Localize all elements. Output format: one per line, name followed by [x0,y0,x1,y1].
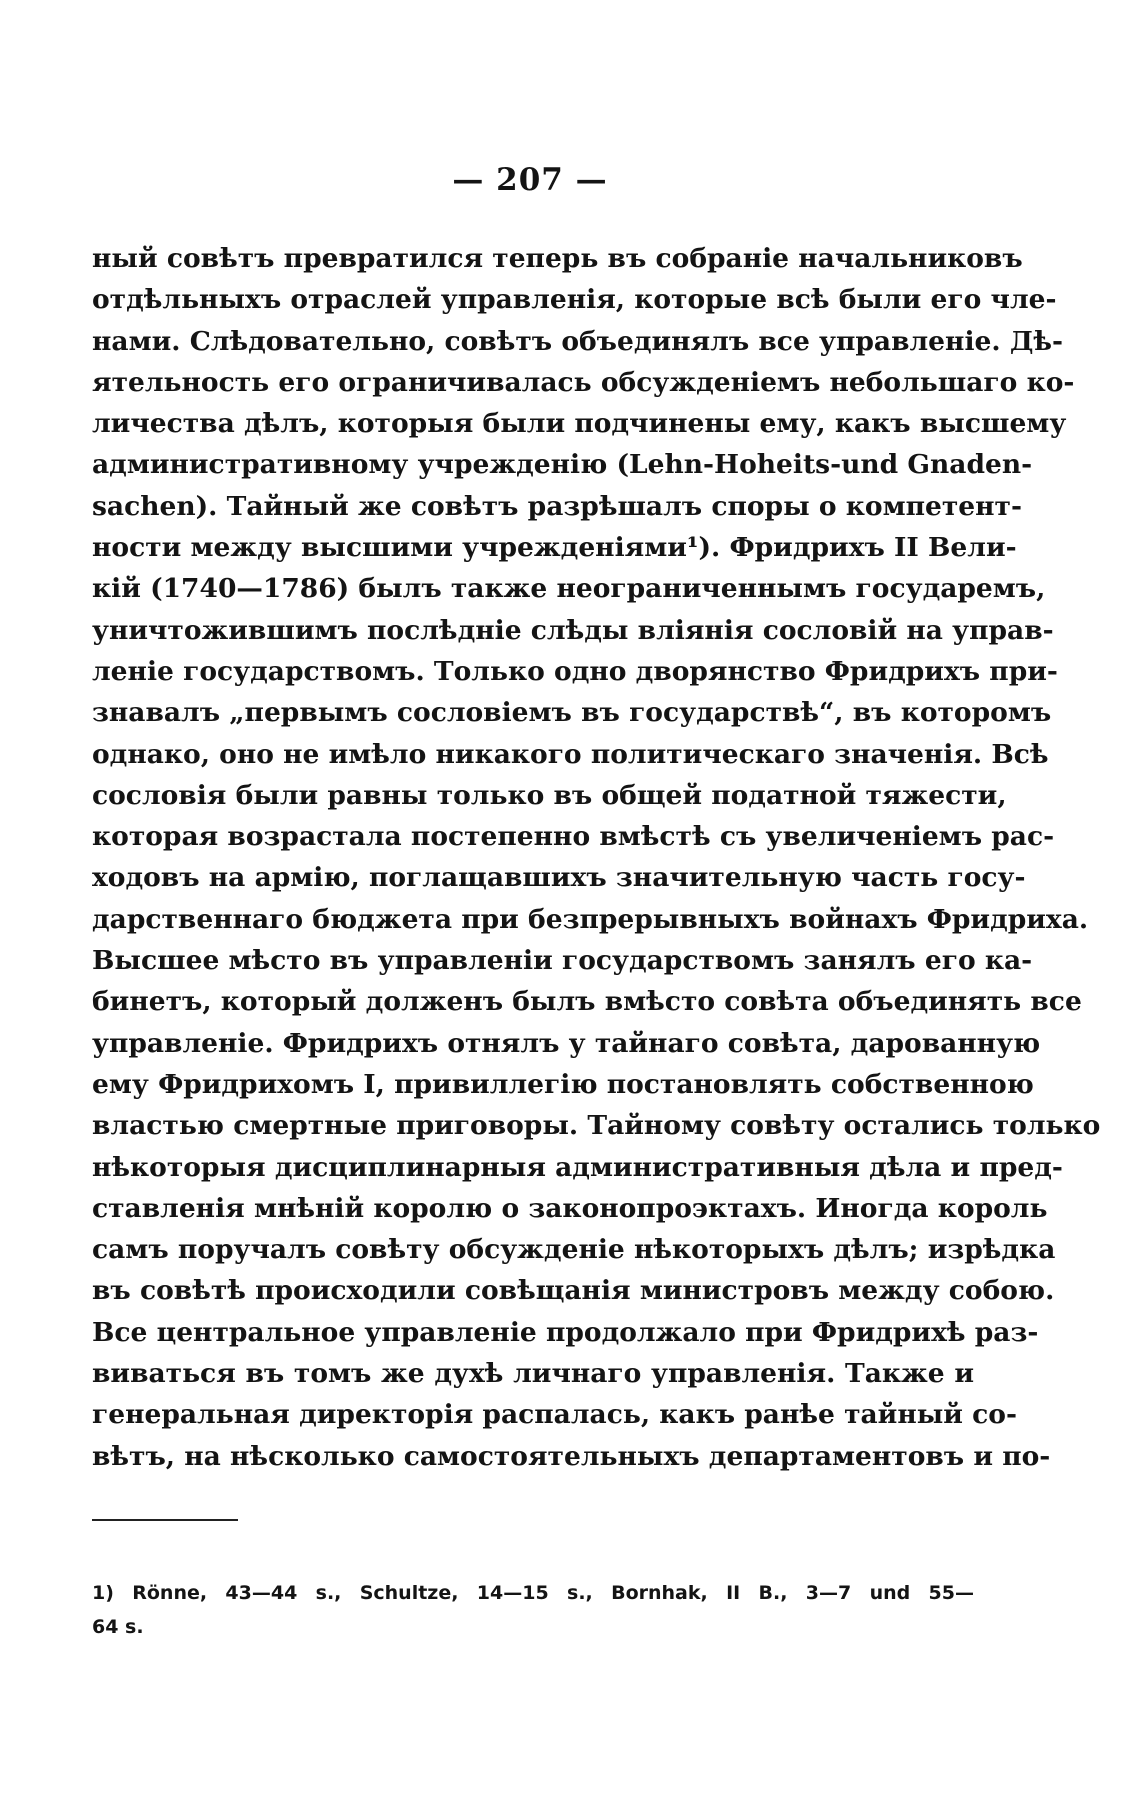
text-line: бинетъ, который долженъ былъ вмѣсто совѣта объединять все [92,986,1082,1018]
text-line: вѣтъ, на нѣсколько самостоятельныхъ департаментовъ и по- [92,1440,1051,1472]
footnote-divider [92,1519,238,1521]
text-line: ный совѣтъ превратился теперь въ собраніе начальниковъ [92,243,1023,274]
text-line: личества дѣлъ, которыя были подчинены ему, какъ высшему [92,408,1067,440]
text-line: Высшее мѣсто въ управленіи государствомъ занялъ его ка- [92,945,1033,977]
text-line: знавалъ „первымъ сословіемъ въ государствѣ“, въ которомъ [92,697,1052,729]
text-line: которая возрастала постепенно вмѣстѣ съ увеличеніемъ рас- [92,821,1055,853]
text-line: кій (1740—1786) былъ также неограниченнымъ государемъ, [92,573,1046,605]
text-line: властью смертные приговоры. Тайному совѣту остались только [92,1110,1101,1142]
text-line: дарственнаго бюджета при безпрерывныхъ войнахъ Фридриха. [92,903,1089,935]
text-line: ставленія мнѣній королю о законопроэктахъ. Иногда король [92,1192,1048,1224]
text-line: ятельность его ограничивалась обсужденіемъ небольшаго ко- [92,366,1075,398]
text-line: sachen). Тайный же совѣтъ разрѣшалъ споры о компетент- [92,490,1022,522]
footnote-line: 1) Rönne, 43—44 s., Schultze, 14—15 s., Bornhak, II B., 3—7 und 55— [92,1582,974,1604]
text-line: отдѣльныхъ отраслей управленія, которые всѣ были его чле- [92,284,1057,316]
text-line: Все центральное управленіе продолжало при Фридрихѣ раз- [92,1316,1039,1348]
footnote [92,1576,974,1644]
text-line: генеральная директорія распалась, какъ ранѣе тайный со- [92,1399,1017,1431]
text-line: нами. Слѣдовательно, совѣтъ объединялъ все управленіе. Дѣ- [92,325,1064,357]
text-line: ности между высшими учрежденіями¹). Фридрихъ II Вели- [92,532,1017,564]
text-line: виваться въ томъ же духѣ личнаго управленія. Также и [92,1358,974,1390]
text-line: сословія были равны только въ общей податной тяжести, [92,779,1007,811]
text-line: нѣкоторыя дисциплинарныя административныя дѣла и пред- [92,1151,1063,1183]
text-line: въ совѣтѣ происходили совѣщанія министровъ между собою. [92,1275,1055,1307]
text-line: ходовъ на армію, поглащавшихъ значительную часть госу- [92,862,1026,894]
text-line: самъ поручалъ совѣту обсужденіе нѣкоторыхъ дѣлъ; изрѣдка [92,1234,1056,1266]
text-line: административному учрежденію (Lehn-Hoheits-und Gnaden- [92,449,1033,481]
body-text [92,238,1101,1477]
text-line: ему Фридрихомъ I, привиллегію постановлять собственною [92,1068,1034,1100]
page-number: — 207 — [452,162,608,198]
text-line: управленіе. Фридрихъ отнялъ у тайнаго совѣта, дарованную [92,1027,1041,1059]
text-line: однако, оно не имѣло никакого политическаго значенія. Всѣ [92,738,1049,770]
text-line: уничтожившимъ послѣдніе слѣды вліянія сословій на управ- [92,614,1054,646]
footnote-line: 64 s. [92,1616,144,1638]
text-line: леніе государствомъ. Только одно дворянство Фридрихъ при- [92,655,1058,687]
